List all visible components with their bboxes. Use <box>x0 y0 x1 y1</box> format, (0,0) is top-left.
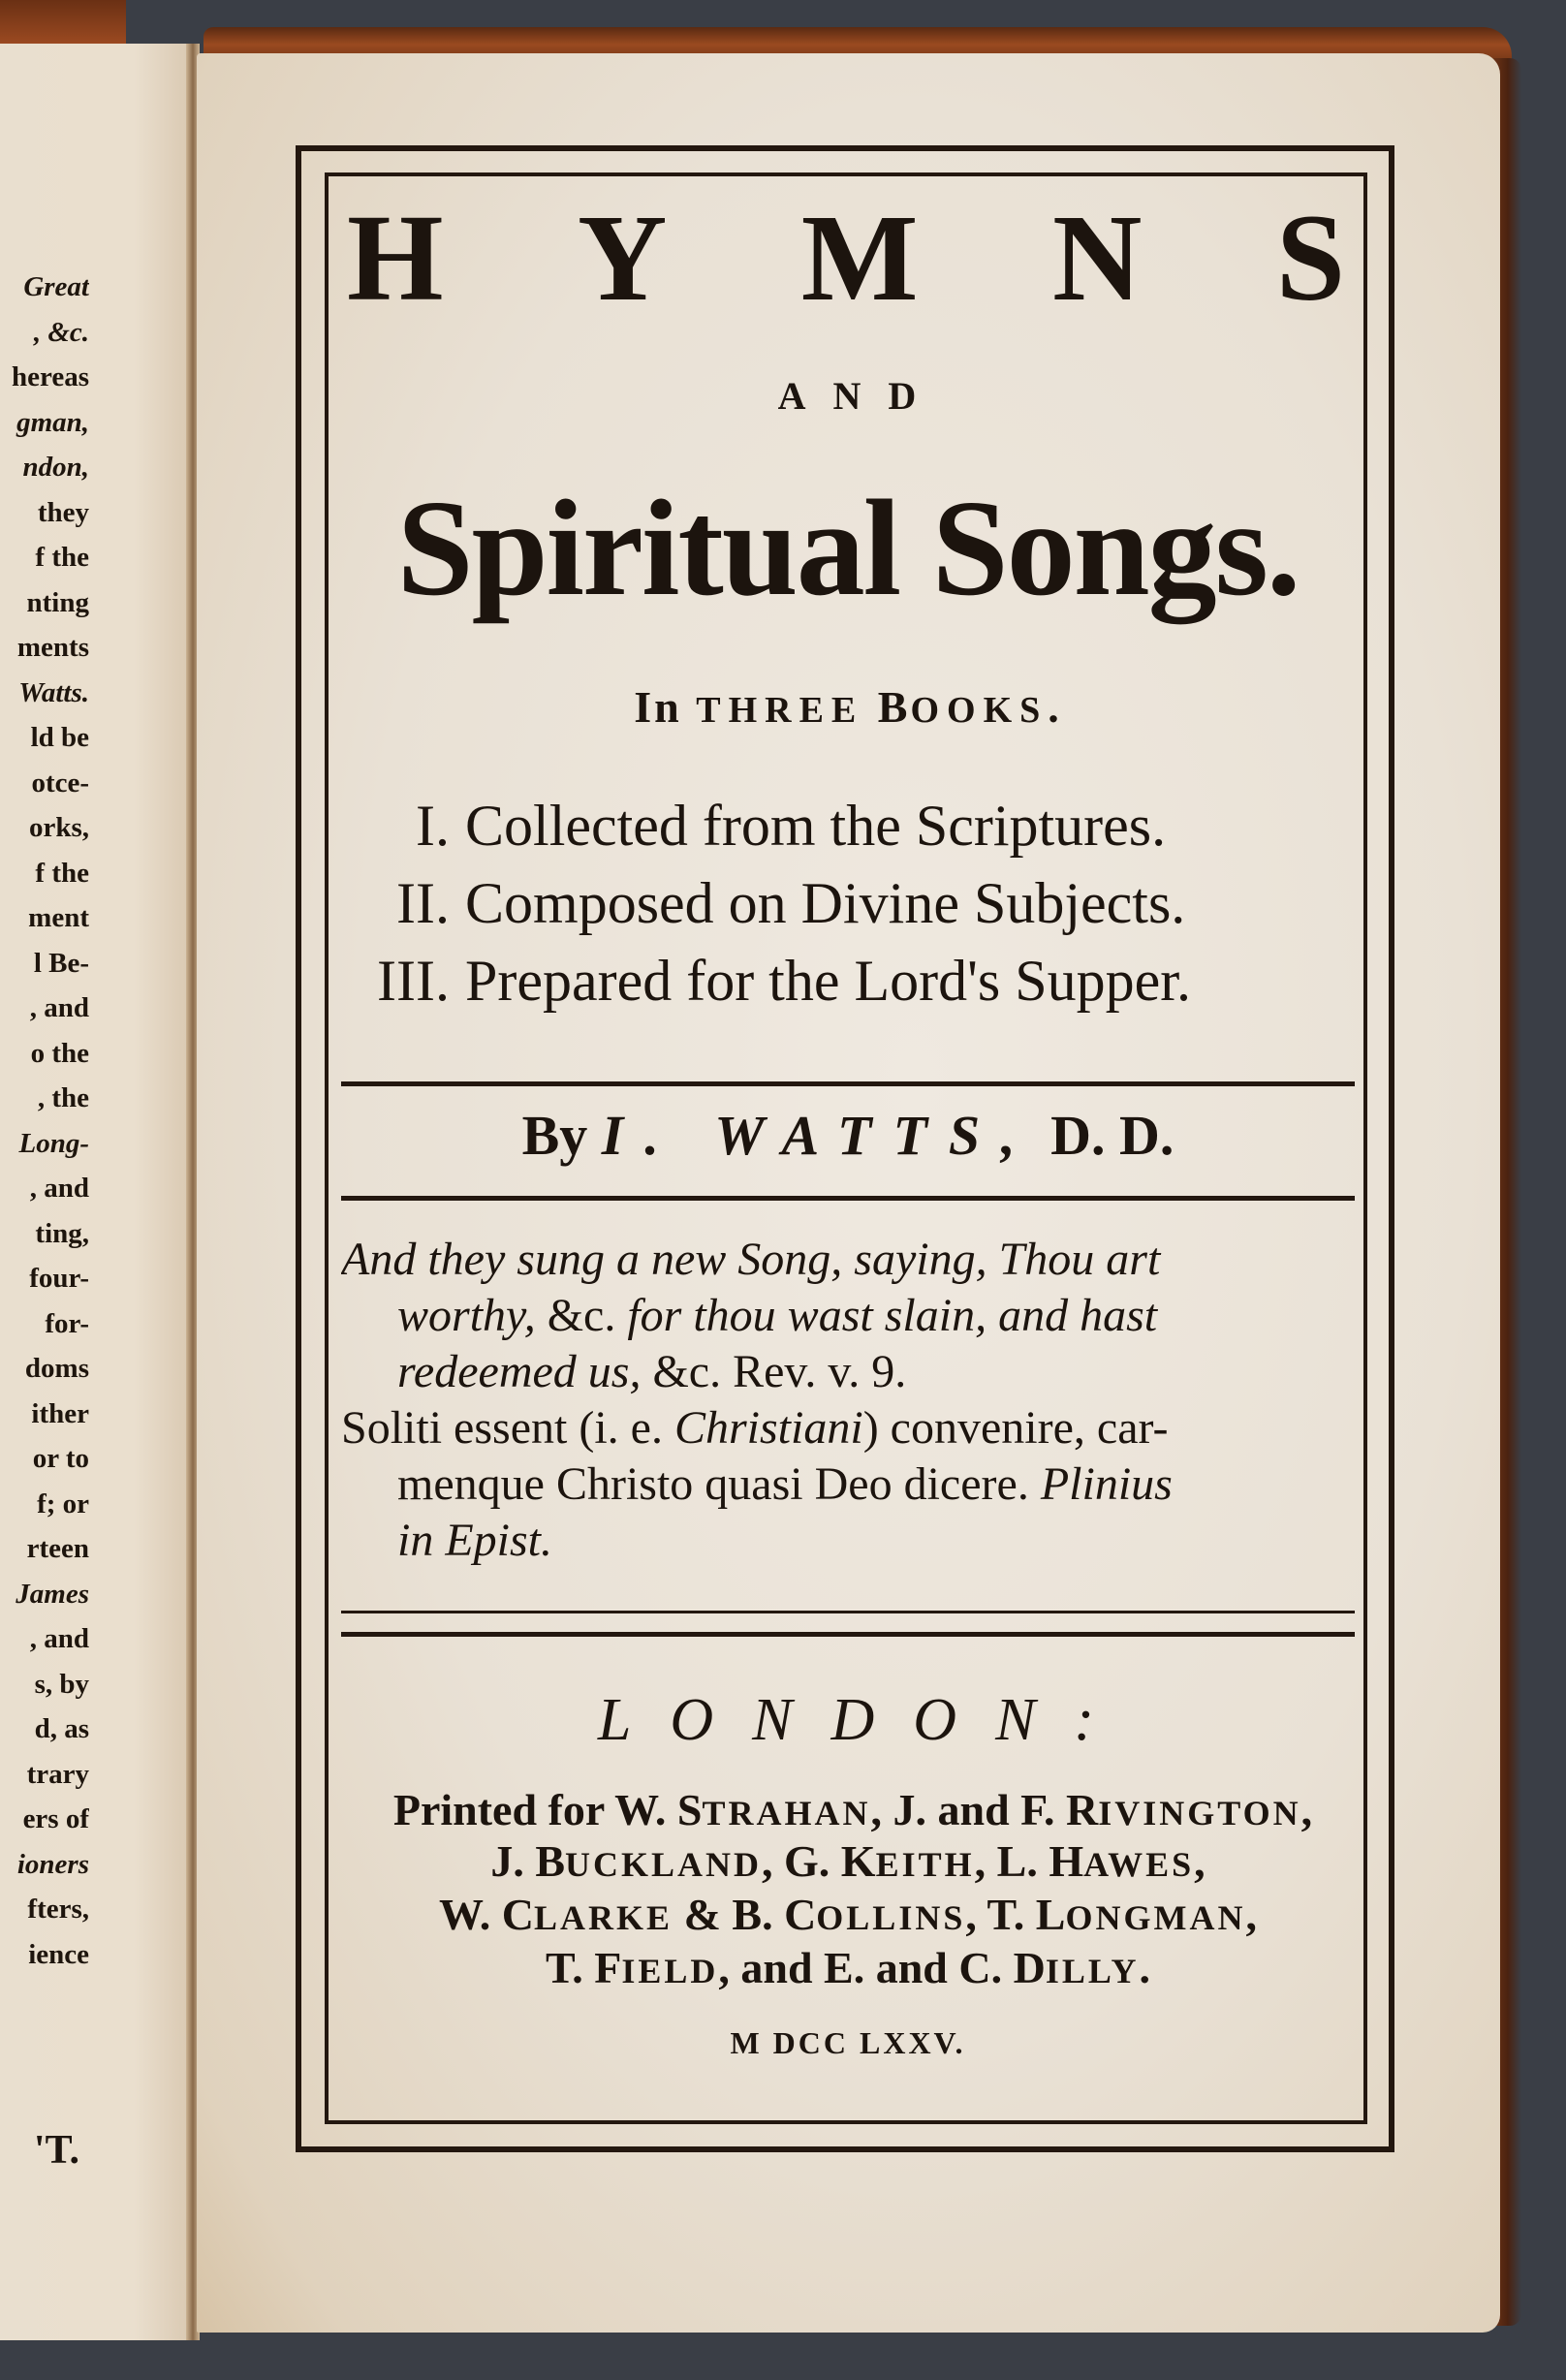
books-intro-three: THREE <box>696 690 864 731</box>
epigraph-text: And they sung a new Song, saying, Thou art <box>341 1234 1161 1285</box>
verso-line: ience <box>28 1938 89 1970</box>
book-description: Prepared for the Lord's Supper. <box>465 949 1191 1013</box>
title-letter: S <box>1275 189 1345 327</box>
printer-name-smallcaps: TRAHAN <box>702 1794 871 1832</box>
epigraph-text: menque Christo quasi Deo dicere. <box>397 1458 1041 1510</box>
verso-line: , and <box>29 992 89 1023</box>
author-line <box>329 1103 1366 1168</box>
title-hymns <box>329 190 1366 326</box>
verso-line: for- <box>45 1307 89 1339</box>
verso-line: four- <box>29 1263 89 1294</box>
printer-name-smallcaps: IVINGTON <box>1098 1794 1301 1832</box>
author-name: I. WATTS, <box>601 1104 1037 1167</box>
books-intro-prefix: In <box>634 682 697 732</box>
printer-name-smallcaps: ILLY <box>1045 1952 1140 1990</box>
printer-text: , <box>1300 1785 1313 1834</box>
book-numeral: III. <box>377 949 450 1013</box>
printer-name-smallcaps: IELD <box>621 1952 719 1990</box>
printer-text: , <box>1194 1836 1206 1886</box>
verso-line: otce- <box>31 767 89 799</box>
author-prefix: By <box>521 1104 602 1167</box>
book-description: Composed on Divine Subjects. <box>465 871 1186 935</box>
verso-line: Watts. <box>18 676 89 708</box>
printer-name-smallcaps: UCKLAND <box>565 1845 763 1884</box>
imprint-printers-line <box>329 1834 1366 1892</box>
verso-line: ments <box>16 632 89 663</box>
epigraph-reference: &c. Rev. v. 9. <box>652 1346 907 1397</box>
book-numeral: II. <box>396 871 450 935</box>
verso-line: , &c. <box>33 316 89 348</box>
verso-line: f; or <box>37 1488 89 1519</box>
book-item <box>329 864 1366 942</box>
verso-line: they <box>37 496 89 528</box>
verso-line: gman, <box>16 406 89 438</box>
printer-text: Printed for W. S <box>392 1785 703 1834</box>
epigraph-source: in Epist. <box>397 1515 553 1566</box>
verso-line: Great <box>23 271 89 302</box>
printer-text: J. B <box>490 1836 566 1886</box>
verso-line: Long- <box>18 1127 89 1159</box>
books-intro-ooks: OOKS <box>910 690 1049 731</box>
printer-text: , <box>1245 1890 1257 1939</box>
verso-line: nting <box>26 586 89 618</box>
title-letter: Y <box>577 189 668 327</box>
imprint-printers-line <box>339 1783 1366 1840</box>
title-and: AND <box>777 374 944 418</box>
book-item <box>329 942 1366 1019</box>
verso-line: ting, <box>35 1217 89 1249</box>
verso-text-column <box>0 265 89 1977</box>
verso-line: , and <box>29 1623 89 1654</box>
verso-line: trary <box>26 1758 89 1790</box>
imprint-printers-line <box>329 1941 1366 1998</box>
printer-name-smallcaps: AWES <box>1083 1845 1195 1884</box>
title-letter: N <box>1051 189 1143 327</box>
verso-line: f the <box>35 542 89 573</box>
verso-line: d, as <box>34 1713 89 1744</box>
verso-line: orks, <box>28 812 89 843</box>
epigraph-text: worthy, <box>397 1290 548 1341</box>
printer-name-smallcaps: EITH <box>875 1845 975 1884</box>
printer-text: , L. H <box>974 1836 1084 1886</box>
book-numeral: I. <box>416 794 450 858</box>
double-rule-top <box>341 1611 1355 1613</box>
epigraph-line <box>341 1397 1363 1459</box>
book-item <box>329 787 1366 864</box>
printer-text: T. F <box>545 1943 622 1992</box>
verso-line: rteen <box>26 1533 89 1564</box>
epigraph-text: for thou wast slain, and hast <box>627 1290 1158 1341</box>
verso-line: o the <box>30 1037 89 1069</box>
epigraph-line <box>341 1341 1420 1403</box>
verso-page <box>0 44 192 2340</box>
title-letter: M <box>800 189 919 327</box>
title-letter: H <box>347 189 444 327</box>
imprint-city: LONDON: <box>597 1687 1134 1753</box>
printer-text: W. C <box>439 1890 535 1939</box>
printer-text: , and E. and C. D <box>718 1943 1046 1992</box>
books-intro-b: B <box>863 682 911 732</box>
verso-line: , and <box>29 1173 89 1204</box>
cover-leather-left <box>0 0 126 48</box>
epigraph-text: Christiani <box>673 1402 863 1454</box>
verso-line: ither <box>31 1397 89 1429</box>
epigraph-text: &c. <box>547 1290 628 1341</box>
verso-footer: 'T. <box>33 2128 79 2173</box>
printer-name-smallcaps: ONGMAN <box>1065 1898 1246 1937</box>
rule-above-author <box>341 1081 1355 1086</box>
epigraph-line <box>341 1454 1420 1516</box>
author-degree: D. D. <box>1036 1104 1174 1167</box>
verso-line: f the <box>35 857 89 889</box>
verso-line: doms <box>24 1353 89 1384</box>
epigraph-line <box>341 1510 1420 1572</box>
verso-line: or to <box>32 1443 89 1474</box>
imprint-printers-line <box>329 1888 1366 1945</box>
printer-text: , T. L <box>965 1890 1066 1939</box>
verso-line: ment <box>28 902 89 933</box>
verso-line: ndon, <box>22 452 89 483</box>
verso-line: ld be <box>30 722 89 753</box>
printer-text: . <box>1139 1943 1151 1992</box>
verso-line: s, by <box>34 1668 89 1700</box>
verso-line: James <box>16 1578 89 1610</box>
double-rule-bottom <box>341 1632 1355 1637</box>
epigraph-text: Soliti essent (i. e. <box>341 1402 674 1454</box>
verso-line: ioners <box>16 1848 89 1880</box>
verso-line: fters, <box>27 1894 89 1925</box>
book-description: Collected from the Scriptures. <box>465 794 1167 858</box>
epigraph-line <box>341 1229 1363 1291</box>
printer-name-smallcaps: OLLINS <box>816 1898 966 1937</box>
title-spiritual-songs: Spiritual Songs. <box>396 471 1300 624</box>
printer-text: & B. C <box>673 1890 817 1939</box>
printer-name-smallcaps: LARKE <box>534 1898 673 1937</box>
books-intro-suffix: . <box>1048 682 1062 732</box>
epigraph-line <box>341 1285 1420 1347</box>
epigraph-text: ) convenire, car- <box>862 1402 1169 1454</box>
verso-line: , the <box>37 1082 89 1113</box>
printer-text: , J. and F. R <box>870 1785 1099 1834</box>
rule-below-author <box>341 1196 1355 1201</box>
imprint-year: M DCC LXXV. <box>730 2025 966 2060</box>
printer-text: , G. K <box>762 1836 876 1886</box>
verso-line: l Be- <box>33 947 89 979</box>
verso-line: hereas <box>11 361 89 392</box>
epigraph-text: redeemed us, <box>397 1346 653 1397</box>
books-intro <box>329 681 1366 733</box>
epigraph-source: Plinius <box>1040 1458 1173 1510</box>
verso-line: ers of <box>22 1803 89 1834</box>
